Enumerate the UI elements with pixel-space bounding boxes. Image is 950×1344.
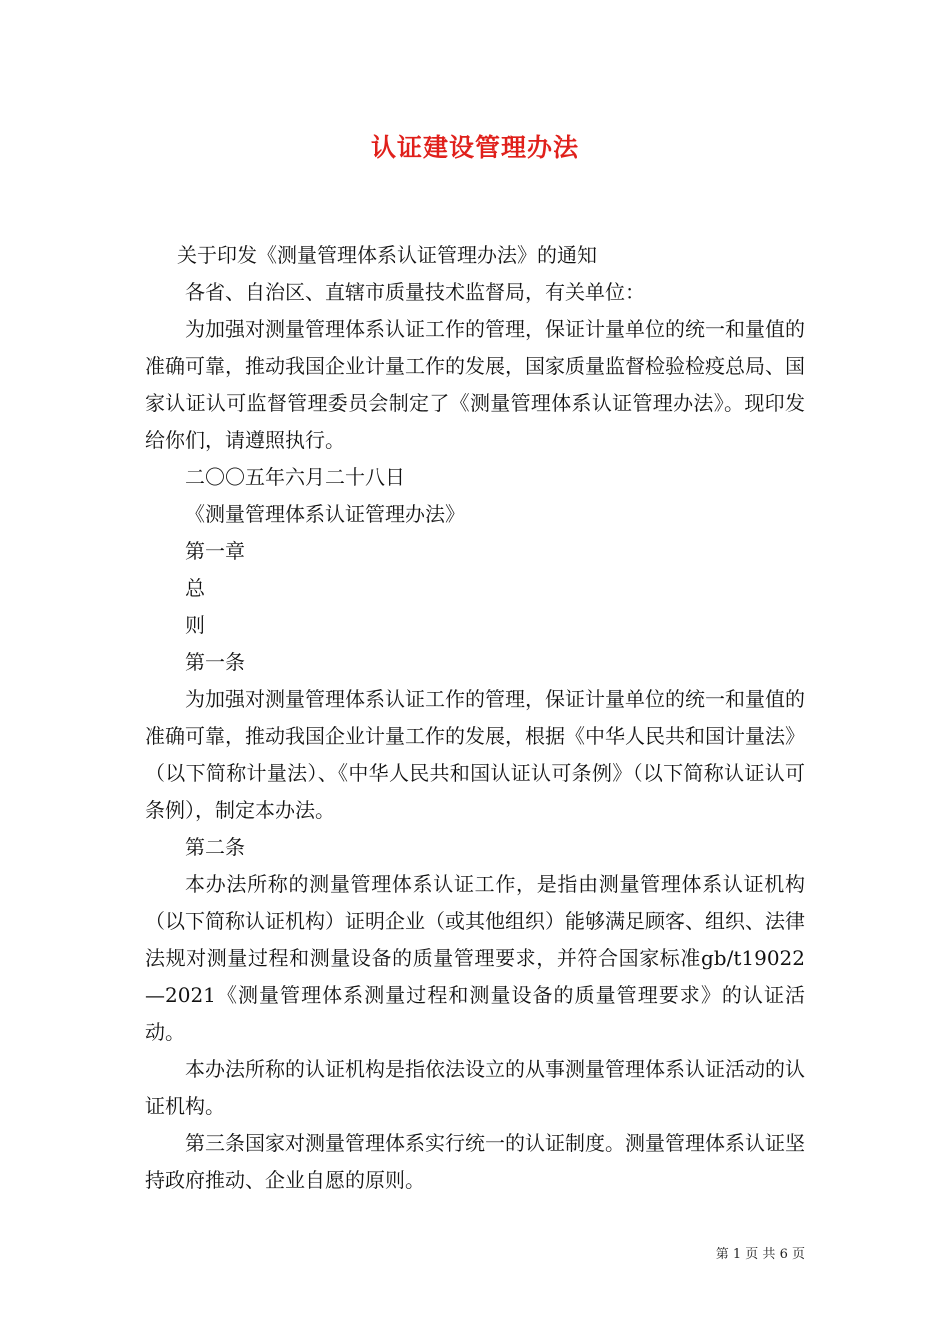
date-line: 二〇〇五年六月二十八日 [185, 465, 405, 489]
footer-total-pages: 6 [779, 1247, 788, 1262]
notice-heading: 关于印发《测量管理体系认证管理办法》的通知 [177, 243, 597, 267]
article-2-heading: 第二条 [185, 835, 245, 859]
addressee-line: 各省、自治区、直辖市质量技术监督局，有关单位： [185, 280, 645, 304]
article-3-text: 第三条国家对测量管理体系实行统一的认证制度。测量管理体系认证坚持政府推动、企业自愿的原则。 [145, 1131, 805, 1192]
document-title: 认证建设管理办法 [370, 133, 579, 162]
article-1-heading: 第一条 [185, 650, 245, 674]
document-body [145, 237, 805, 1199]
article-1-text: 为加强对测量管理体系认证工作的管理，保证计量单位的统一和量值的准确可靠，推动我国企业计量工作的发展，根据《中华人民共和国计量法》（以下简称计量法）、《中华人民共和国认证认可条例》（以下简称认证认可条例），制定本办法。 [145, 687, 805, 822]
footer-middle: 页 共 [745, 1247, 776, 1262]
footer-suffix: 页 [791, 1247, 805, 1262]
article-2-text: 本办法所称的测量管理体系认证工作，是指由测量管理体系认证机构（以下简称认证机构）证明企业（或其他组织）能够满足顾客、组织、法律法规对测量过程和测量设备的质量管理要求，并符合国家标准gb/t19022—2021《测量管理体系测量过程和测量设备的质量管理要求》的认证活动。 [145, 872, 805, 1044]
chapter-name-part-2: 则 [185, 613, 205, 637]
footer-prefix: 第 [715, 1247, 729, 1262]
chapter-heading: 第一章 [185, 539, 245, 563]
page-footer [600, 1245, 805, 1265]
footer-current-page: 1 [732, 1247, 742, 1262]
notice-paragraph: 为加强对测量管理体系认证工作的管理，保证计量单位的统一和量值的准确可靠，推动我国企业计量工作的发展，国家质量监督检验检疫总局、国家认证认可监督管理委员会制定了《测量管理体系认证管理办法》。现印发给你们，请遵照执行。 [145, 317, 805, 452]
article-2-text-continued: 本办法所称的认证机构是指依法设立的从事测量管理体系认证活动的认证机构。 [145, 1057, 805, 1118]
regulation-title: 《测量管理体系认证管理办法》 [185, 502, 465, 526]
chapter-name-part-1: 总 [185, 576, 205, 600]
